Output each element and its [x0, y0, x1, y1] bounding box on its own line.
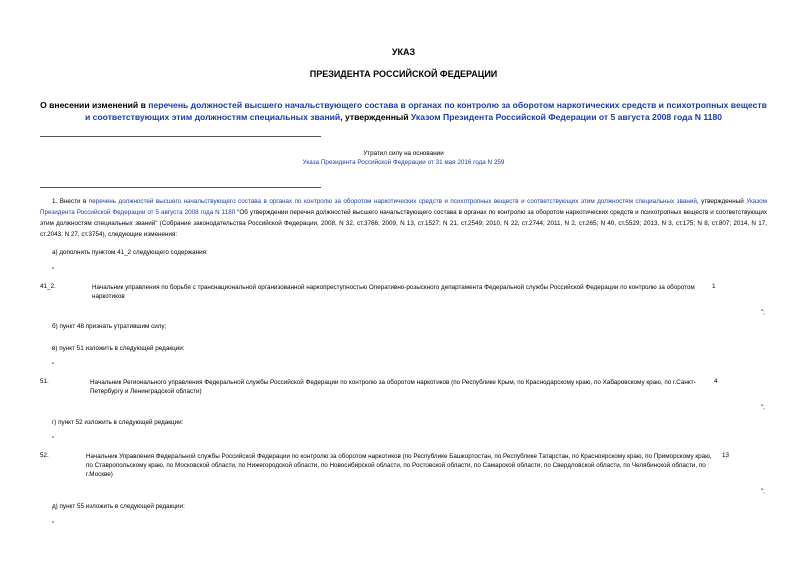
close-quote-a: "; — [761, 310, 765, 316]
item-g: г) пункт 52 изложить в следующей редакции: — [52, 419, 184, 426]
row-count: 4 — [714, 378, 718, 385]
item-v: в) пункт 51 изложить в следующей редакции: — [52, 345, 185, 352]
row-text: Начальник управления по борьбе с транснациональной организованной наркопреступностью Оперативно-розыскного департамента Федеральной службы Российской Федерации по контролю за оборотом наркотиков — [92, 284, 695, 300]
item-a: а) дополнить пунктом 41_2 следующего содержания: — [52, 249, 208, 256]
title-text-2: , утвержденный — [340, 112, 411, 122]
row-text: Начальник Регионального управления Федеральной службы Российской Федерации по контролю за оборотом наркотиков (по Республике Крым, по Краснодарскому краю, по Хабаровскому краю, по г.Санкт-Петербургу и Ленинградской области) — [90, 379, 696, 395]
issuer-heading: ПРЕЗИДЕНТА РОССИЙСКОЙ ФЕДЕРАЦИИ — [309, 69, 498, 79]
row-number: 41_2. — [40, 283, 56, 290]
para1-text-2: , утвержденный — [696, 198, 747, 205]
divider-bottom — [40, 187, 321, 188]
row-count: 1 — [712, 283, 716, 290]
title-text-1: О внесении изменений в — [40, 100, 149, 110]
para1-text-1: 1. Внести в — [52, 198, 89, 205]
open-quote-a: " — [52, 267, 55, 274]
para1-link-list[interactable]: перечень должностей высшего начальствующего состава в органах по контролю за оборотом наркотических средств и психотропных веществ и соответствующих этим должностям специальных званий — [88, 198, 697, 205]
open-quote-d: " — [52, 521, 55, 528]
close-quote-v: "; — [761, 405, 765, 411]
lost-force-link[interactable]: Указа Президента Российской Федерации от 31 мая 2016 года N 259 — [302, 159, 505, 166]
title-link-decree[interactable]: Указом Президента Российской Федерации от 5 августа 2008 года N 1180 — [410, 112, 723, 122]
row-count: 13 — [722, 452, 730, 459]
row-text: Начальник Управления Федеральной службы Российской Федерации по контролю за оборотом наркотиков (по Республике Башкортостан, по Республике Татарстан, по Красноярскому краю, по Приморскому краю, по Ставропольскому краю, по Московской области, по Нижегородской области, по Новосибирской области, по Ростовской области, по Самарской области, по Свердловской области, по Челябинской области, по г.Москве) — [86, 453, 712, 478]
row-number: 51. — [40, 378, 49, 385]
close-quote-g: "; — [761, 489, 765, 495]
divider-top — [40, 136, 321, 137]
open-quote-g: " — [52, 436, 55, 443]
item-b: б) пункт 48 признать утратившим силу; — [52, 323, 167, 330]
title-link-list[interactable]: перечень должностей высшего начальствующего состава в органах по контролю за оборотом наркотических средств и психотропных веществ и соответствующих этим должностям специальных званий — [84, 100, 767, 122]
para1-link-decree[interactable]: Указом Президента Российской Федерации от 5 августа 2008 года N 1180 — [40, 198, 767, 216]
open-quote-v: " — [52, 362, 55, 369]
paragraph-1 — [40, 196, 767, 240]
lost-force-link-wrap — [0, 159, 807, 166]
lost-force-label: Утратил силу на основании — [363, 150, 444, 157]
decree-heading: УКАЗ — [391, 47, 416, 57]
para1-text-3: "Об утверждении перечня должностей высшего начальствующего состава в органах по контролю за оборотом наркотических средств и психотропных веществ и соответствующих этим должностям специальных званий" (Собрание законодательства Российской Федерации, 2008, N 32, ст.3766; 2009, N 13, ст.1527; N 21, ст.2549; 2010, N 22, ст.2744; 2011, N 2, ст.265; N 40, ст.5529; 2013, N 3, ст.175; N 8, ст.807; 2014, N 17, ст.2043; N 27, ст.3754), следующие изменения: — [40, 209, 767, 238]
row-number: 52. — [40, 452, 49, 459]
item-d: д) пункт 55 изложить в следующей редакции: — [52, 503, 185, 510]
document-title — [40, 99, 767, 123]
